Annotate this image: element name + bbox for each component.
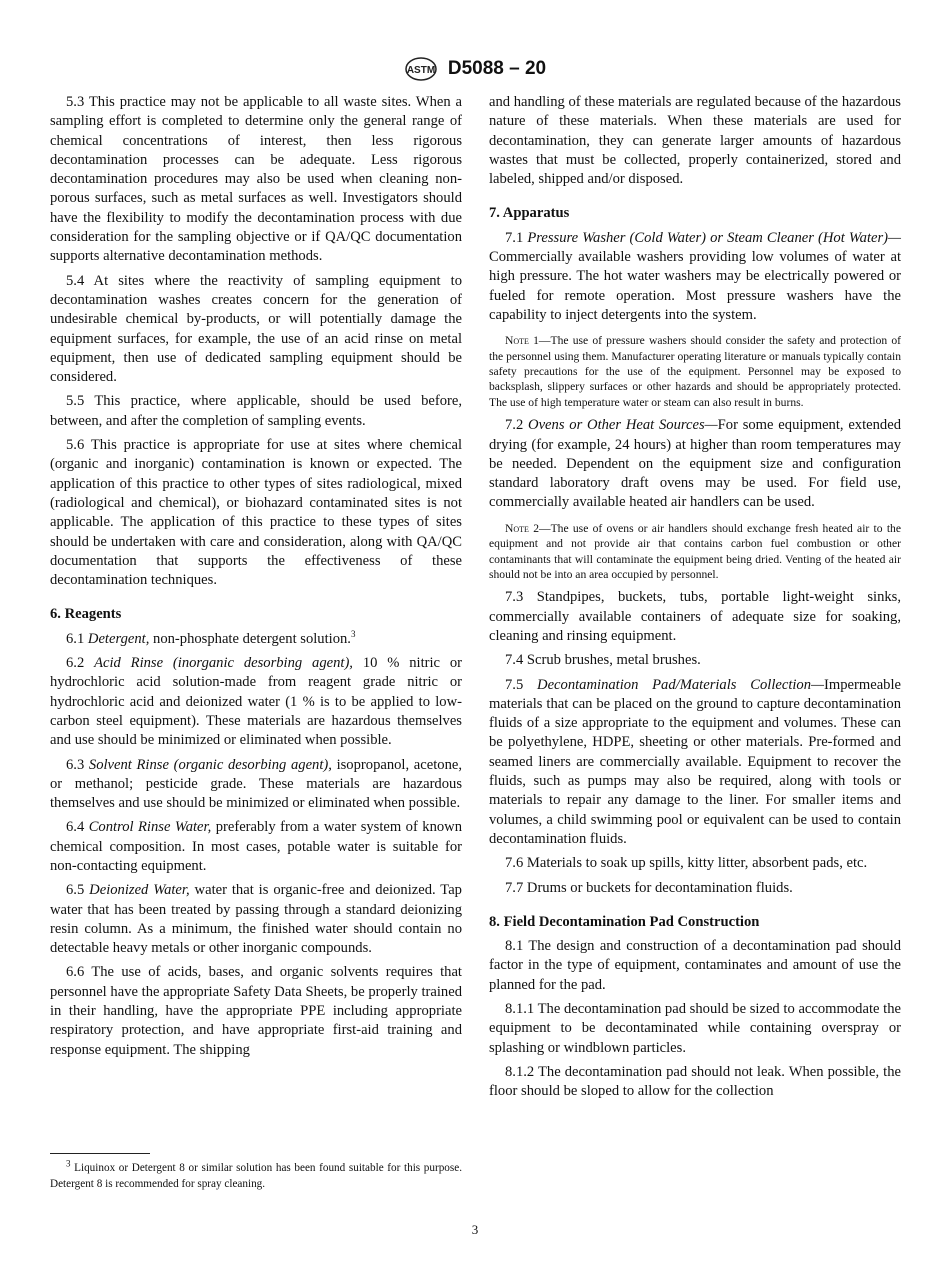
paragraph-number: 6.5	[66, 882, 85, 899]
paragraph-text: This practice, where applicable, should be used before, between, and after the completion of sampling events.	[50, 393, 462, 429]
paragraph-number: 7.7	[505, 879, 524, 896]
paragraph-text: Materials to soak up spills, kitty litter, absorbent pads, etc.	[526, 855, 868, 872]
paragraph-number: 5.6	[66, 437, 85, 454]
paragraph-number: 6.3	[66, 756, 85, 773]
footnote-mark: 3	[66, 1158, 71, 1169]
paragraph-term: Pressure Washer (Cold Water) or Steam Cleaner (Hot Water)—	[527, 229, 901, 246]
paragraph-text: and handling of these materials are regulated because of the hazardous nature of these materials. When these materials are used for decontamination, they can generate larger amounts of hazardous wastes that must be collected, properly containerized, stored and labeled, shipped and/or disposed.	[489, 94, 901, 188]
paragraph	[489, 651, 901, 670]
paragraph-term: Detergent,	[87, 630, 150, 647]
paragraph-text: The design and construction of a decontamination pad should factor in the type of equipment, contaminates and amount of use the planned for the pad.	[489, 938, 901, 993]
paragraph	[50, 392, 462, 431]
paragraph	[489, 879, 901, 898]
paragraph	[50, 272, 462, 388]
paragraph	[489, 229, 901, 325]
paragraph	[50, 630, 462, 649]
paragraph	[489, 1063, 901, 1102]
paragraph-number: 6.6	[66, 964, 85, 981]
paragraph-number: 7.3	[505, 589, 524, 606]
paragraph-text: The decontamination pad should be sized to accommodate the equipment to be decontaminated while containing overspray or splashing or windblown particles.	[489, 1001, 901, 1056]
paragraph-number: 7.6	[505, 855, 524, 872]
paragraph	[489, 1000, 901, 1058]
paragraph-text: This practice may not be applicable to all waste sites. When a sampling effort is completed to determine only the general range of chemical concentrations of interest, then less rigorous decontamination processes can be adequate. Less rigorous decontamination procedures may also be used when cleaning non-porous surfaces, such as metal surfaces as well. Investigators should have the flexibility to modify the decontamination process with due consideration for the sampling objective or if QA/QC documentation supports alternative decontamination methods.	[50, 94, 462, 265]
paragraph	[50, 756, 462, 814]
svg-text:ASTM: ASTM	[406, 65, 436, 76]
paragraph-text: For some equipment, extended drying (for example, 24 hours) at higher than room temperatures may be needed. Dependent on the equipment size and configuration standard laboratory draft ovens may be used. For field use, commercially available heated air handlers can be used.	[489, 417, 901, 511]
page-number: 3	[471, 1222, 479, 1237]
paragraph	[489, 416, 901, 512]
paragraph-number: 7.2	[505, 417, 524, 434]
paragraph-text: This practice is appropriate for use at sites where chemical (organic and inorganic) contamination is known or expected. The application of this practice to other types of sites radiological, mixed (radiological and chemical), or biohazard contaminated sites is not applicable. The application of this practice to these types of sites should be undertaken with care and consideration, along with QA/QC documentation that supports the effectiveness of these decontamination techniques.	[50, 437, 463, 589]
astm-logo-icon	[404, 56, 438, 82]
footnote	[50, 1158, 463, 1192]
paragraph-number: 5.5	[66, 393, 85, 410]
paragraph-text: Impermeable materials that can be placed on the ground to capture decontamination fluids of a size appropriate to the equipment and volumes. These can be polyethylene, HDPE, sheeting or other materials. Pre-formed and seamed liners are commercially available. Equipment to recover the fluids, such as pumps may also be required, along with tools or materials to repair any damage to the liner. For smaller items and volumes, a child swimming pool or equivalent can be used to contain decontamination fluids.	[489, 676, 901, 847]
paragraph-number: 7.5	[505, 676, 524, 693]
paragraph-text: Standpipes, buckets, tubs, portable light-weight sinks, commercially available containers of adequate size for soaking, cleaning and rinsing equipment.	[489, 589, 901, 644]
paragraph-text: The decontamination pad should not leak. When possible, the floor should be sloped to allow for the collection	[489, 1063, 901, 1100]
paragraph-number: 8.1.2	[505, 1063, 535, 1080]
paragraph	[50, 654, 462, 750]
section-heading: 6. Reagents	[50, 606, 122, 623]
note-label: Note 1	[505, 334, 539, 348]
paragraph-text: The use of acids, bases, and organic solvents requires that personnel have the appropriate Safety Data Sheets, be properly trained in their handling, have the appropriate PPE including appropriate respiratory protection, and have appropriate first-aid training and response equipment. The shipping	[50, 964, 462, 1058]
paragraph-text: Drums or buckets for decontamination fluids.	[526, 879, 793, 896]
paragraph-text: Scrub brushes, metal brushes.	[526, 652, 701, 669]
paragraph	[50, 963, 462, 1059]
standard-designation: D5088 – 20	[447, 58, 547, 79]
paragraph-number: 8.1.1	[505, 1001, 535, 1018]
paragraph	[489, 588, 901, 646]
paragraph-number: 7.1	[505, 229, 524, 246]
paragraph	[50, 93, 462, 267]
paragraph-text: At sites where the reactivity of sampling equipment to decontamination washes creates concern for the generation of undesirable chemical by-products, or will potentially damage the equipment surfaces, for example, the use of an acid rinse on metal equipment, then use of dedicated sampling equipment should be considered.	[50, 272, 463, 386]
paragraph	[50, 818, 462, 876]
paragraph-text: preferably from a water system of known chemical composition. In most cases, potable water is suitable for non-contacting equipment.	[50, 819, 462, 874]
paragraph-text: non-phosphate detergent solution.	[153, 630, 351, 647]
paragraph-term: Decontamination Pad/Materials Collection—	[537, 676, 825, 693]
section-heading: 8. Field Decontamination Pad Construction	[489, 913, 760, 930]
footnote-reference: 3	[350, 628, 356, 639]
section-heading: 7. Apparatus	[489, 205, 570, 222]
note	[489, 521, 901, 583]
paragraph-text: water that is organic-free and deionized. Tap water that has been treated by passing through a standard deionizing resin column. As a minimum, the finished water should contain no detectable heavy metals or other inorganic compounds.	[50, 882, 462, 957]
right-column	[489, 93, 901, 1107]
paragraph-term: Ovens or Other Heat Sources—	[528, 417, 718, 434]
paragraph	[489, 93, 901, 189]
paragraph-number: 6.4	[66, 819, 85, 836]
page-header	[0, 56, 950, 82]
note-label: Note 2	[505, 521, 539, 535]
paragraph	[50, 436, 462, 590]
paragraph-term: Deionized Water,	[89, 882, 190, 899]
paragraph-number: 6.1	[66, 630, 85, 647]
left-column	[50, 93, 462, 1065]
paragraph	[50, 881, 462, 958]
paragraph	[489, 937, 901, 995]
paragraph-text: isopropanol, acetone, or methanol; pesticide grade. These materials are hazardous themselves and use should be minimized or eliminated when possible.	[50, 756, 462, 812]
paragraph-term: Control Rinse Water,	[88, 819, 212, 836]
paragraph-number: 5.4	[66, 272, 85, 289]
note-text: —The use of ovens or air handlers should exchange fresh heated air to the equipment and not provide air that contains carbon fuel combustion or other contaminants that will contaminate the equipment being dried. Venting of the heated air should not be into an area occupied by personnel.	[489, 521, 901, 581]
paragraph	[489, 854, 901, 873]
paragraph-term: Acid Rinse (inorganic desorbing agent),	[94, 655, 353, 672]
note-text: —The use of pressure washers should consider the safety and protection of the personnel using them. Manufacturer operating literature or manuals typically contain safety precautions for the use of the equipment. Personnel may be exposed to backsplash, slippery surfaces or other hazards and should be appropriately protected. The use of high temperature water or steam can also result in burns.	[489, 334, 901, 409]
paragraph	[489, 676, 901, 850]
paragraph-term: Solvent Rinse (organic desorbing agent),	[88, 756, 332, 773]
footnote-divider	[50, 1153, 150, 1154]
paragraph-text: Commercially available washers providing low volumes of water at high pressure. The hot water washers may be electrically powered or fueled for remote operation. Most pressure washers have the capability to inject detergents into the system.	[489, 249, 901, 323]
paragraph-number: 8.1	[505, 938, 524, 955]
paragraph-text: 10 % nitric or hydrochloric acid solution-made from reagent grade nitric or hydrochloric acid and deionized water (1 % is to be applied to low-carbon steel equipment). These materials are hazardous themselves and use should be minimized or eliminated when possible.	[50, 655, 463, 749]
footnote-text: Liquinox or Detergent 8 or similar solution has been found suitable for this purpose. Detergent 8 is recommended for spray cleaning.	[50, 1162, 463, 1190]
paragraph-number: 6.2	[66, 655, 85, 672]
note	[489, 333, 901, 410]
paragraph-number: 5.3	[66, 94, 85, 110]
paragraph-number: 7.4	[505, 652, 524, 669]
